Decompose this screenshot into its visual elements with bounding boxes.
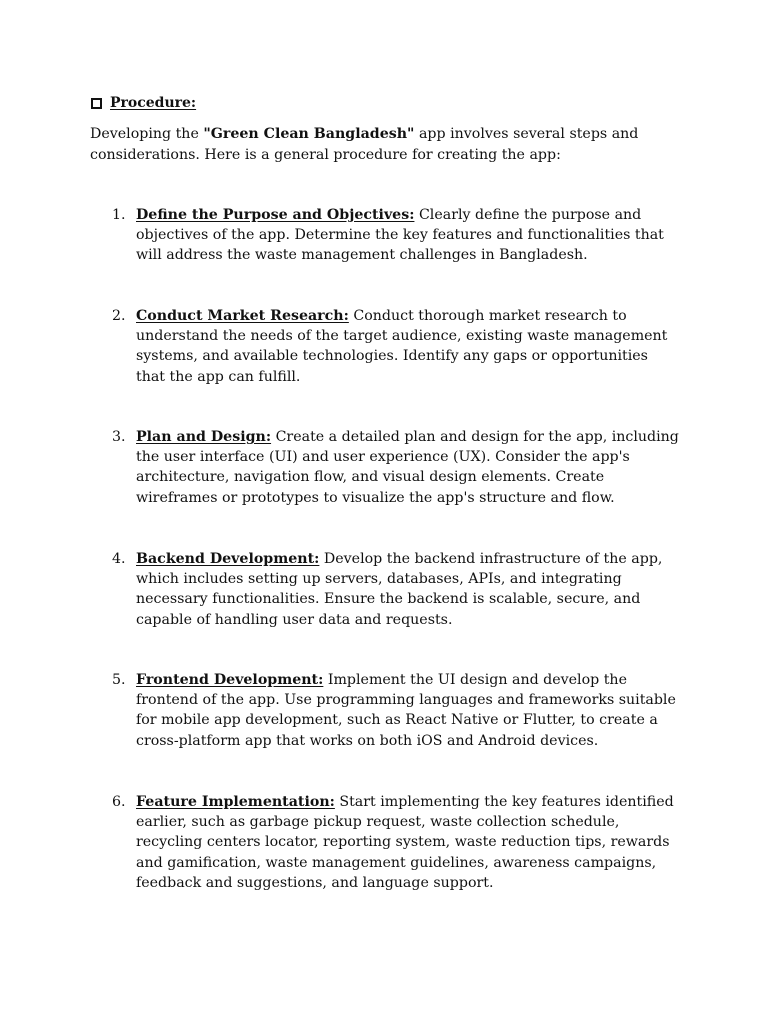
step-number: 6. [112,794,126,810]
step-number: 1. [112,207,126,223]
step-body [136,792,681,893]
step-number: 5. [112,672,126,688]
step-title: Frontend Development: [136,672,324,688]
step-title: Define the Purpose and Objectives: [136,207,415,223]
step-title: Backend Development: [136,551,320,567]
step-body [136,549,681,630]
procedure-heading [91,95,196,111]
step-body [136,205,681,266]
step-title: Conduct Market Research: [136,308,349,324]
step-title: Feature Implementation: [136,794,335,810]
intro-suffix: app involves several steps and considerations. Here is a general procedure for creating the app: [90,126,639,163]
step-title: Plan and Design: [136,429,272,445]
intro-app-name: "Green Clean Bangladesh" [203,126,415,142]
step-number: 4. [112,551,126,567]
heading-label: Procedure: [110,95,197,111]
step-text: Conduct thorough market research to understand the needs of the target audience, existing waste management systems, and available technologies. Identify any gaps or opportunities that the app can fulfill. [136,308,668,385]
intro-prefix: Developing the [90,126,204,142]
step-body [136,427,681,508]
checkbox-bullet-icon [91,98,102,109]
step-text: Implement the UI design and develop the frontend of the app. Use programming languages and frameworks suitable for mobile app development, such as React Native or Flutter, to create a cross-platform app that works on both iOS and Android devices. [136,672,676,749]
step-text: Develop the backend infrastructure of the app, which includes setting up servers, databases, APIs, and integrating necessary functionalities. Ensure the backend is scalable, secure, and capable of handling user data and requests. [136,551,663,628]
step-text: Create a detailed plan and design for the app, including the user interface (UI) and user experience (UX). Consider the app's architecture, navigation flow, and visual design elements. Create wireframes or prototypes to visualize the app's structure and flow. [136,429,679,506]
intro-paragraph [90,124,690,165]
step-body [136,306,681,387]
step-number: 3. [112,429,126,445]
step-body [136,670,681,751]
step-number: 2. [112,308,126,324]
step-text: Clearly define the purpose and objectives of the app. Determine the key features and functionalities that will address the waste management challenges in Bangladesh. [136,207,664,264]
step-text: Start implementing the key features identified earlier, such as garbage pickup request, waste collection schedule, recycling centers locator, reporting system, waste reduction tips, rewards and gamification, waste management guidelines, awareness campaigns, feedback and suggestions, and language support. [136,794,674,891]
